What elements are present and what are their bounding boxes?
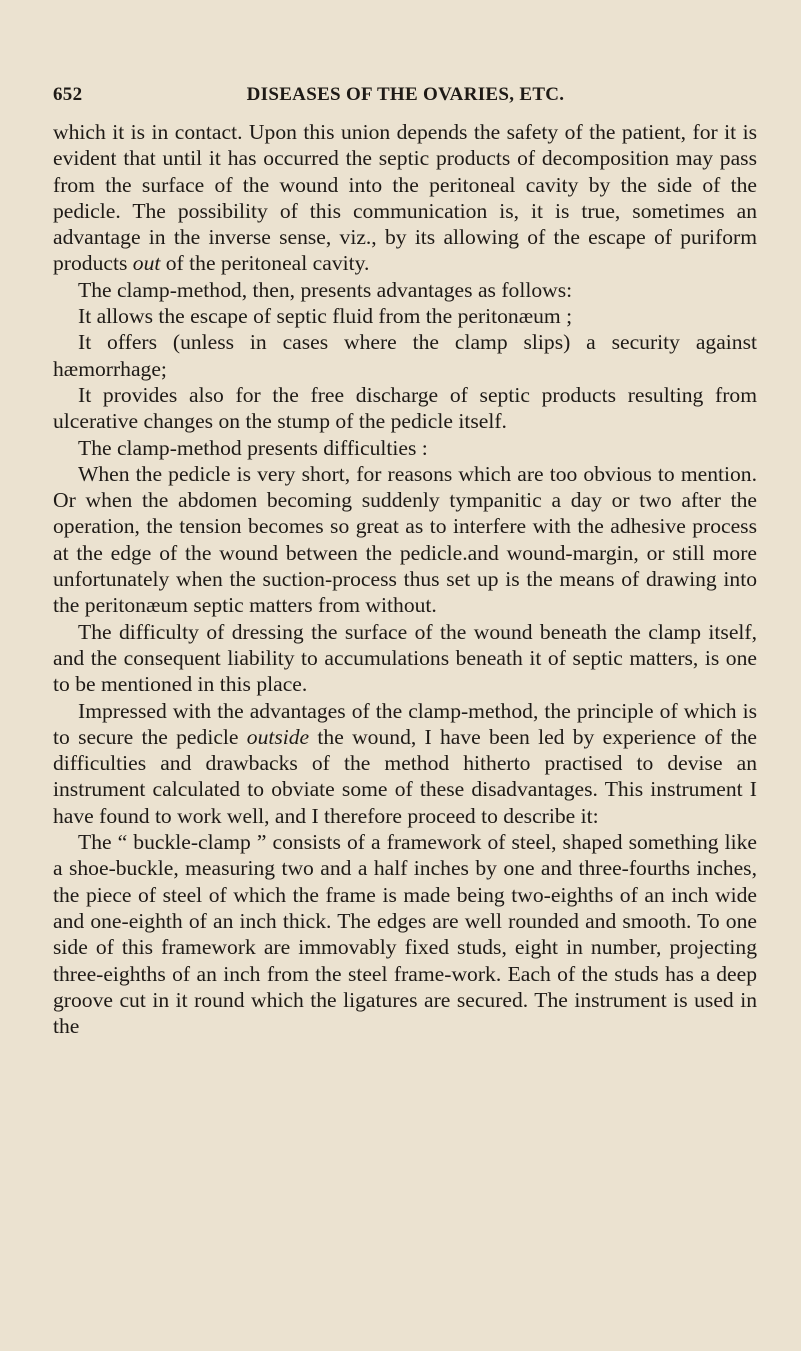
- page-number: 652: [53, 84, 83, 105]
- paragraph: When the pedicle is very short, for reasons which are too obvious to mention. Or when the abdomen becoming suddenly tympanitic a day or two after the operation, the tension becomes so great as to interfere with the adhesive process at the edge of the wound between the pedicle.and wound-margin, or still more unfortunately when the suction-process thus set up is the means of drawing into the peritonæum septic matters from without.: [53, 461, 757, 618]
- page-header: [53, 84, 758, 110]
- paragraph: The “ buckle-clamp ” consists of a framework of steel, shaped something like a shoe-buckle, measuring two and a half inches by one and three-fourths inches, the piece of steel of which the frame is made being two-eighths of an inch wide and one-eighth of an inch thick. The edges are well rounded and smooth. To one side of this framework are immovably fixed studs, eight in number, projecting three-eighths of an inch from the steel frame-work. Each of the studs has a deep groove cut in it round which the ligatures are secured. The instrument is used in the: [53, 830, 757, 1039]
- emphasis: out: [132, 251, 161, 276]
- list-item: It offers (unless in cases where the clamp slips) a security against hæmorrhage;: [53, 330, 757, 381]
- paragraph: The clamp-method, then, presents advantages as follows:: [78, 277, 573, 302]
- paragraph: Impressed with the advantages of the clamp-method, the principle of which is to secure the pedicle outside the wound, I have been led by experience of the difficulties and drawbacks of the method hitherto practised to devise an instrument calculated to obviate some of these disadvantages. This instrument I have found to work well, and I therefore proceed to describe it:: [53, 698, 758, 828]
- emphasis: outside: [246, 724, 310, 749]
- running-head: DISEASES OF THE OVARIES, ETC.: [246, 84, 565, 105]
- list-item: It provides also for the free discharge of septic products resulting from ulcerative changes on the stump of the pedicle itself.: [53, 382, 757, 434]
- paragraph: The difficulty of dressing the surface of the wound beneath the clamp itself, and the consequent liability to accumulations beneath it of septic matters, is one to be mentioned in this place.: [53, 619, 757, 697]
- list-item: It allows the escape of septic fluid from the peritonæum ;: [78, 304, 573, 329]
- body-text: [53, 119, 757, 1039]
- paragraph: which it is in contact. Upon this union depends the safety of the patient, for it is evident that until it has occurred the septic products of decomposition may pass from the surface of the wound into the peritoneal cavity by the side of the pedicle. The possibility of this communication is, it is true, sometimes an advantage in the inverse sense, viz., by its allowing of the escape of puriform products out of the peritoneal cavity.: [53, 120, 757, 276]
- paragraph: The clamp-method presents difficulties :: [78, 435, 428, 460]
